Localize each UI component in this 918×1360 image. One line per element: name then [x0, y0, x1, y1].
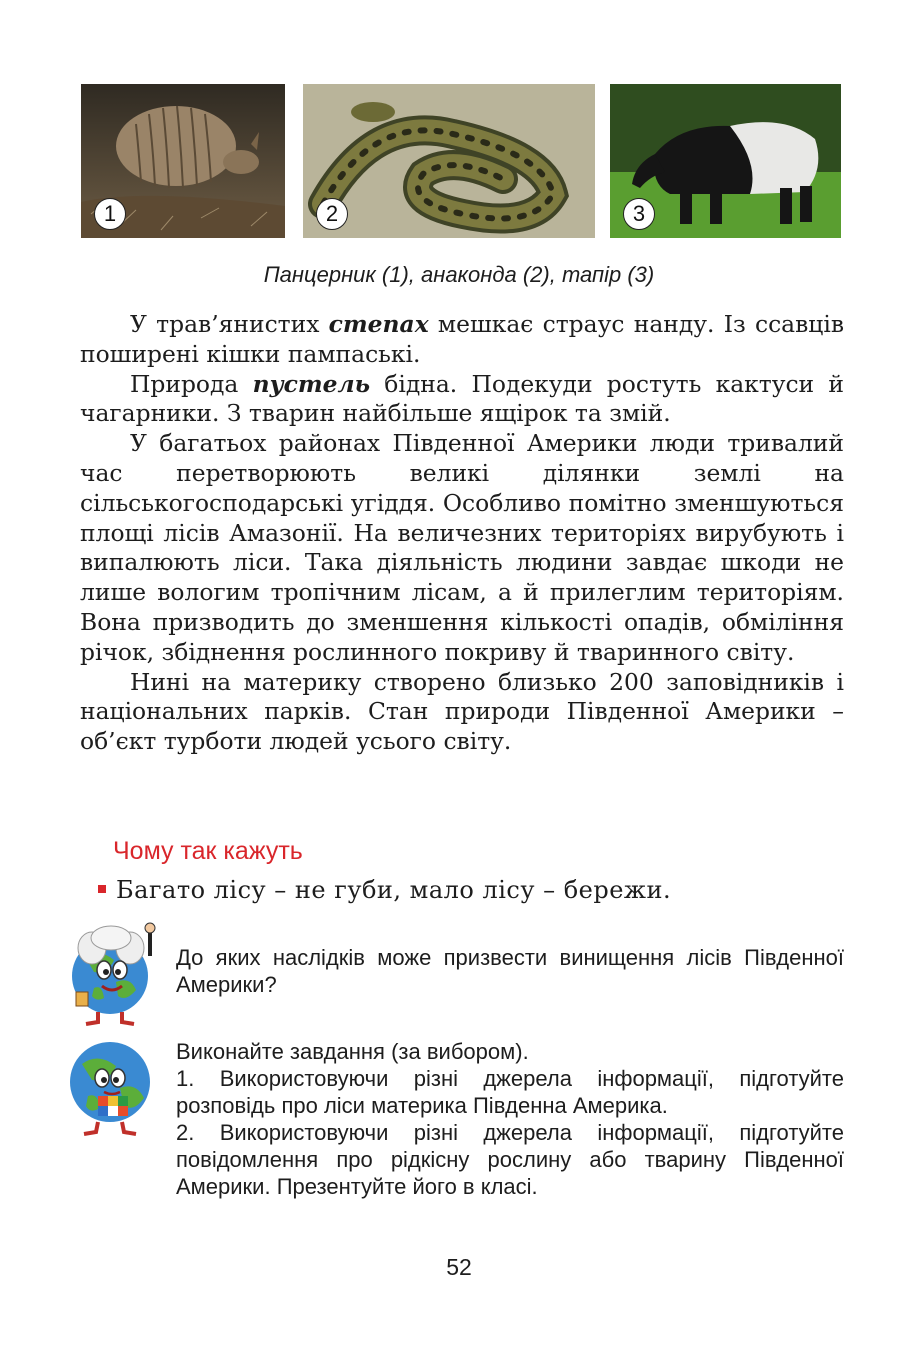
task-text — [176, 1038, 844, 1200]
main-text — [80, 310, 844, 757]
photo-caption: Панцерник (1), анаконда (2), тапір (3) — [263, 262, 655, 287]
proverb-item: Багато лісу – не губи, мало лісу – бережи. — [98, 876, 671, 904]
globe-mascot-thinking-icon — [64, 918, 164, 1026]
question-text: До яких наслідків може призвести винищення лісів Південної Америки? — [176, 945, 844, 997]
task-intro: Виконайте завдання (за вибором). — [176, 1039, 529, 1064]
anaconda-photo — [303, 84, 595, 238]
task-item: 1. Використовуючи різні джерела інформації, підготуйте розповідь про ліси материка Південна Америка. — [176, 1066, 844, 1118]
paragraph: Нині на материку створено близько 200 заповідників і національних парків. Стан природи Південної Америки – об’єкт турботи людей усього світу. — [80, 667, 844, 756]
paragraph: Природа пустель бідна. Подекуди ростуть кактуси й чагарники. З тварин найбільше ящірок та змій. — [80, 369, 844, 428]
proverbs-heading: Чому так кажуть — [113, 837, 303, 865]
task-item: 2. Використовуючи різні джерела інформації, підготуйте повідомлення про рідкісну рослину або тварину Південної Америки. Презентуйте його в класі. — [176, 1120, 844, 1199]
photo-number-badge: 3 — [623, 198, 655, 230]
photo-number-badge: 2 — [316, 198, 348, 230]
photo-number-badge: 1 — [94, 198, 126, 230]
globe-mascot-cube-icon — [64, 1034, 164, 1138]
bullet-icon — [98, 885, 106, 893]
paragraph: У багатьох районах Південної Америки люди тривалий час перетворюють великі ділянки землі на сільськогосподарські угіддя. Особливо помітно зменшуються площі лісів Амазонії. На величезних територіях вирубують і випалюють ліси. Така діяльність людини завдає шкоди не лише вологим тропічним лісам, а й прилеглим територіям. Вона призводить до зменшення кількості опадів, обміління річок, збіднення рослинного покриву й тваринного світу. — [80, 429, 844, 666]
tapir-photo — [610, 84, 841, 238]
armadillo-photo — [81, 84, 285, 238]
paragraph: У трав’янистих степах мешкає страус нанду. Із ссавців поширені кішки пампаські. — [80, 310, 844, 368]
page-number: 52 — [446, 1254, 472, 1280]
